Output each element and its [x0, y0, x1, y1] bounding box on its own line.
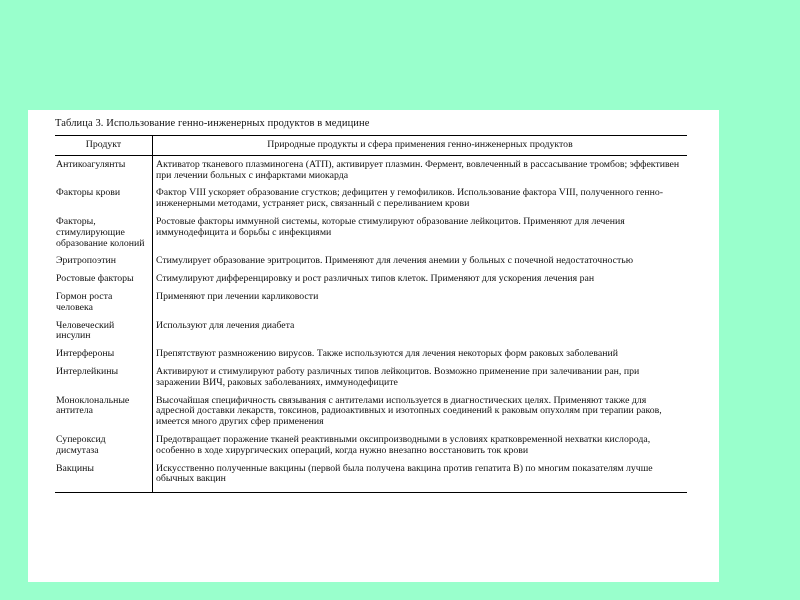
header-product: Продукт — [55, 136, 153, 156]
product-cell: Моноклональные антитела — [55, 395, 153, 434]
description-cell: Искусственно полученные вакцины (первой была получена вакцина против гепатита В) по многим показателям лучше обычных вакцин — [153, 463, 688, 493]
product-cell: Вакцины — [55, 463, 153, 493]
description-cell: Стимулирует образование эритроцитов. Применяют для лечения анемии у больных с почечной недостаточностью — [156, 255, 634, 267]
product-cell: Интерфероны — [55, 348, 153, 366]
products-table — [55, 135, 687, 493]
product-cell: Супероксид дисмутаза — [55, 434, 153, 463]
table-row — [55, 348, 687, 366]
product-cell: Эритропоэтин — [55, 255, 153, 273]
description-cell: Активатор тканевого плазминогена (АТП), активирует плазмин. Фермент, вовлеченный в рассасывание тромбов; эффективен при лечении больных с инфарктами миокарда — [156, 158, 680, 181]
product-cell: Факторы, стимулирующие образование колоний — [55, 216, 153, 255]
product-cell: Факторы крови — [55, 187, 153, 216]
table-row — [55, 291, 687, 320]
description-cell: Высочайшая специфичность связывания с антителами используется в диагностических целях. Применяют также для адресной доставки лекарств, токсинов, радиоактивных и изотопных соединений к раковым опухолям при терапии раков, имеется много других сфер применения — [156, 394, 662, 428]
header-description: Природные продукты и сфера применения генно-инженерных продуктов — [153, 136, 688, 156]
description-cell: Препятствуют размножению вирусов. Также используются для лечения некоторых форм раковых заболеваний — [156, 348, 618, 360]
product-cell: Гормон роста человека — [55, 291, 153, 320]
product-cell: Интерлейкины — [55, 366, 153, 395]
table-row — [55, 187, 687, 216]
description-cell: Ростовые факторы иммунной системы, которые стимулируют образование лейкоцитов. Применяют для лечения иммунодефицита и борьбы с инфекциями — [156, 215, 625, 238]
table-row — [55, 216, 687, 255]
table-row — [55, 366, 687, 395]
table-row — [55, 320, 687, 349]
description-cell: Стимулируют дифференцировку и рост различных типов клеток. Применяют для ускорения лечения ран — [156, 273, 595, 285]
description-cell: Применяют при лечении карликовости — [156, 290, 319, 302]
table-caption: Таблица 3. Использование генно-инженерных продуктов в медицине — [55, 118, 370, 129]
table-row — [55, 255, 687, 273]
table-row — [55, 463, 687, 493]
table-row — [55, 155, 687, 187]
product-cell: Антикоагулянты — [55, 155, 153, 187]
description-cell: Фактор VIII ускоряет образование сгустков; дефицитен у гемофиликов. Использование фактора VIII, полученного генно-инженерными методами, устраняет риск, связанный с переливанием крови — [156, 187, 664, 210]
description-cell: Предотвращает поражение тканей реактивными оксипроизводными в условиях кратковременной нехватки кислорода, особенно в ходе хирургических операций, когда нужно внезапно восстановить ток крови — [156, 433, 651, 456]
product-cell: Ростовые факторы — [55, 273, 153, 291]
table-row — [55, 434, 687, 463]
table-header-row — [55, 136, 687, 156]
description-cell: Активируют и стимулируют работу различных типов лейкоцитов. Возможно применение при залечивании ран, при заражении ВИЧ, раковых заболеваниях, иммунодефиците — [156, 365, 640, 388]
product-cell: Человеческий инсулин — [55, 320, 153, 349]
table-row — [55, 273, 687, 291]
table-row — [55, 395, 687, 434]
description-cell: Используют для лечения диабета — [156, 319, 295, 331]
document-page — [28, 110, 719, 582]
